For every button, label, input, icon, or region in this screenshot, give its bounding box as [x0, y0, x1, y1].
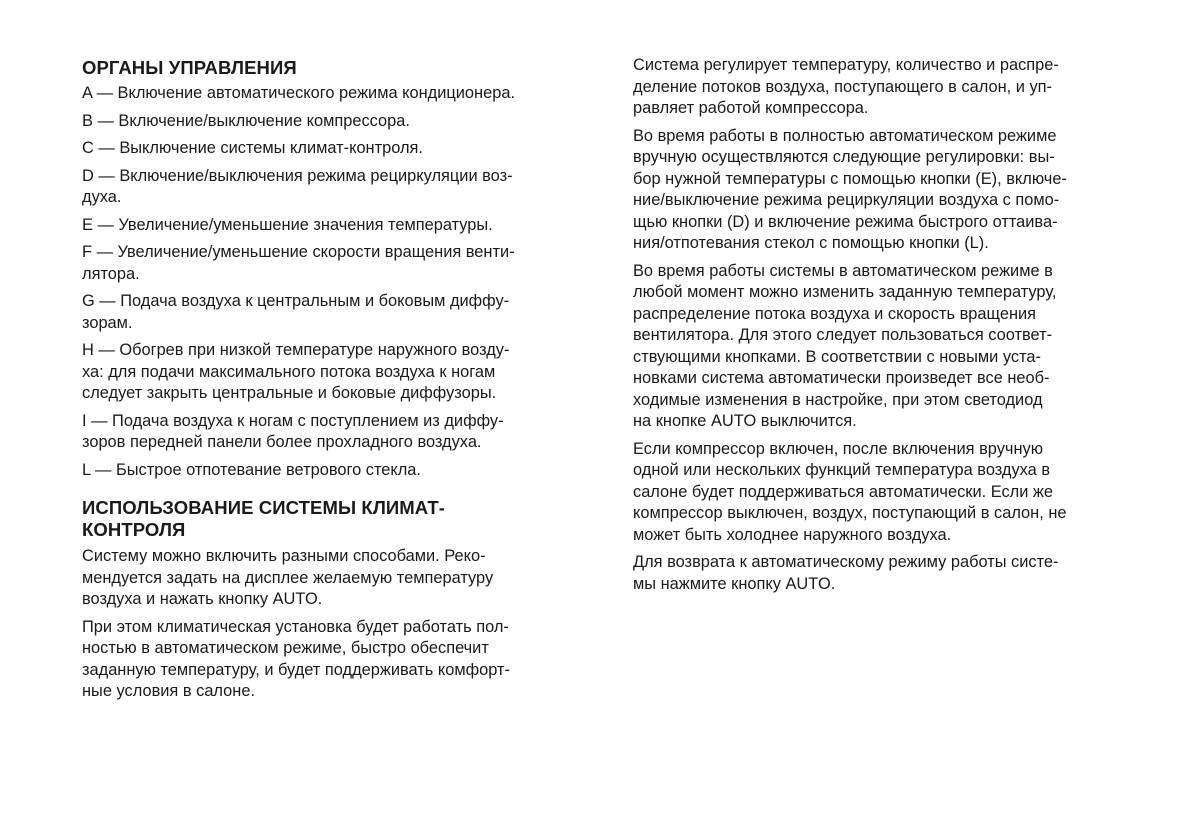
left-column: [82, 0, 582, 703]
right-paragraph-5: [633, 552, 1133, 595]
right-paragraph-2: [633, 126, 1133, 255]
control-item-e: [82, 215, 582, 237]
usage-heading: [82, 497, 582, 541]
paragraph-line: ходимые изменения в настройке, при этом светодиод: [633, 390, 1043, 409]
right-paragraph-3: [633, 261, 1133, 433]
right-paragraph-1: [633, 55, 1133, 120]
list-item-line: духа.: [82, 188, 122, 206]
paragraph-line: равляет работой компрессора.: [633, 99, 869, 117]
list-item-line: зорам.: [82, 313, 133, 332]
paragraph-line: Если компрессор включен, после включения вручную: [633, 439, 1043, 458]
heading-line: КОНТРОЛЯ: [82, 519, 186, 540]
usage-paragraph-2: [82, 617, 582, 703]
paragraph-line: ние/выключение режима рециркуляции воздуха с помо-: [633, 191, 1060, 209]
paragraph-line: деление потоков воздуха, поступающего в салон, и уп-: [633, 77, 1052, 96]
paragraph-line: мендуется задать на дисплее желаемую температуру: [82, 568, 494, 587]
usage-paragraph-1: [82, 546, 582, 611]
control-item-l: [82, 460, 582, 482]
paragraph-line: одной или нескольких функций температура воздуха в: [633, 461, 1051, 479]
paragraph-line: ствующими кнопками. В соответствии с новыми уста-: [633, 347, 1041, 366]
paragraph-line: может быть холоднее наружного воздуха.: [633, 525, 952, 544]
list-item-line: зоров передней панели более прохладного воздуха.: [82, 433, 482, 451]
paragraph-line: воздуха и нажать кнопку AUTO.: [82, 590, 323, 608]
list-item-line: C — Выключение системы климат-контроля.: [82, 139, 423, 157]
control-item-f: [82, 242, 582, 285]
paragraph-line: вручную осуществляются следующие регулировки: вы-: [633, 148, 1055, 166]
paragraph-line: мы нажмите кнопку AUTO.: [633, 574, 836, 593]
paragraph-line: При этом климатическая установка будет работать пол-: [82, 617, 509, 636]
control-item-h: [82, 340, 582, 405]
paragraph-line: щью кнопки (D) и включение режима быстрого оттаива-: [633, 212, 1058, 231]
list-item-line: H — Обогрев при низкой температуре наружного возду-: [82, 341, 510, 359]
controls-list: [82, 83, 582, 481]
paragraph-line: на кнопке AUTO выключится.: [633, 412, 857, 430]
control-item-b: [82, 111, 582, 133]
control-item-d: [82, 166, 582, 209]
paragraph-line: вентилятора. Для этого следует пользоваться соответ-: [633, 326, 1053, 344]
list-item-line: A — Включение автоматического режима кондиционера.: [82, 84, 515, 102]
control-item-a: [82, 83, 582, 105]
control-item-g: [82, 291, 582, 334]
paragraph-line: распределение потока воздуха и скорость вращения: [633, 304, 1037, 323]
paragraph-line: ные условия в салоне.: [82, 682, 256, 700]
paragraph-line: Систему можно включить разными способами. Реко-: [82, 547, 486, 565]
paragraph-line: Система регулирует температуру, количество и распре-: [633, 56, 1059, 74]
list-item-line: ха: для подачи максимального потока воздуха к ногам: [82, 362, 496, 381]
list-item-line: G — Подача воздуха к центральным и боковым диффу-: [82, 292, 510, 310]
list-item-line: E — Увеличение/уменьшение значения температуры.: [82, 215, 493, 234]
right-paragraph-4: [633, 439, 1133, 547]
list-item-line: F — Увеличение/уменьшение скорости вращения венти-: [82, 243, 515, 261]
list-item-line: B — Включение/выключение компрессора.: [82, 111, 410, 130]
paragraph-line: любой момент можно изменить заданную температуру,: [633, 283, 1057, 301]
paragraph-line: новками система автоматически произведет все необ-: [633, 369, 1050, 387]
list-item-line: L — Быстрое отпотевание ветрового стекла.: [82, 460, 421, 479]
right-column: [633, 0, 1133, 595]
paragraph-line: ния/отпотевания стекол с помощью кнопки (L).: [633, 234, 989, 252]
paragraph-line: компрессор выключен, воздух, поступающий в салон, не: [633, 504, 1067, 522]
paragraph-line: бор нужной температуры с помощью кнопки (E), включе-: [633, 169, 1067, 188]
paragraph-line: салоне будет поддерживаться автоматически. Если же: [633, 482, 1054, 501]
list-item-line: лятора.: [82, 264, 140, 283]
paragraph-line: заданную температуру, и будет поддерживать комфорт-: [82, 660, 510, 679]
list-item-line: D — Включение/выключения режима рециркуляции воз-: [82, 166, 513, 185]
control-item-c: [82, 138, 582, 160]
paragraph-line: Во время работы в полностью автоматическом режиме: [633, 126, 1057, 145]
list-item-line: I — Подача воздуха к ногам с поступлением из диффу-: [82, 411, 504, 430]
heading-line: ИСПОЛЬЗОВАНИЕ СИСТЕМЫ КЛИМАТ-: [82, 497, 446, 518]
paragraph-line: Во время работы системы в автоматическом режиме в: [633, 261, 1053, 280]
list-item-line: следует закрыть центральные и боковые диффузоры.: [82, 384, 497, 402]
controls-heading: ОРГАНЫ УПРАВЛЕНИЯ: [82, 57, 297, 78]
paragraph-line: ностью в автоматическом режиме, быстро обеспечит: [82, 639, 489, 657]
control-item-i: [82, 411, 582, 454]
paragraph-line: Для возврата к автоматическому режиму работы систе-: [633, 553, 1059, 571]
